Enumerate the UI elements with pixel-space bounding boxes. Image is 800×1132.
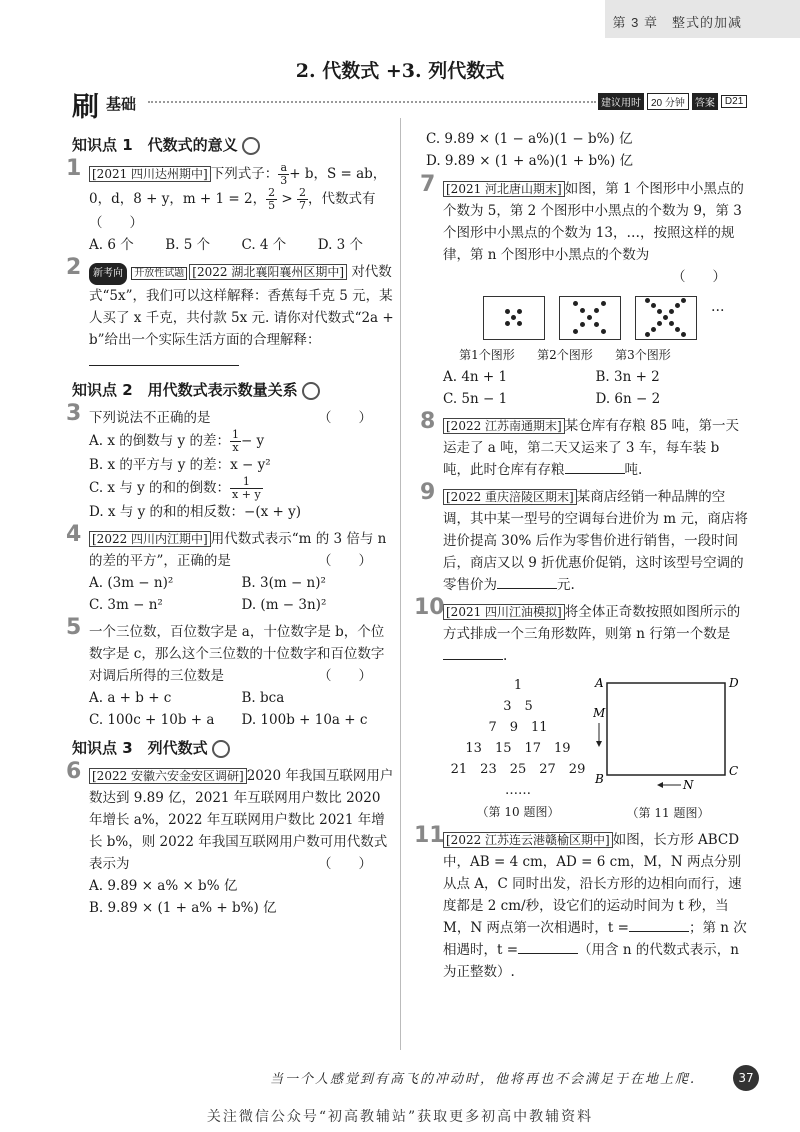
triangle-row: 7 9 11 xyxy=(488,720,548,735)
odd-triangle xyxy=(443,675,593,801)
question-source: [2021 四川达州期中] xyxy=(89,166,211,182)
q3-text: 下列说法不正确的是 xyxy=(89,410,211,426)
dot xyxy=(580,308,585,313)
dot xyxy=(505,321,510,326)
figure-11 xyxy=(593,675,743,824)
options xyxy=(89,234,394,256)
option-text: C. x 与 y 的和的倒数： xyxy=(89,480,231,496)
chapter-header: 第 3 章 整式的加减 xyxy=(612,15,742,30)
fraction xyxy=(266,187,277,212)
question-number: 8 xyxy=(420,409,436,434)
kp3-label: 知识点 3 列代数式 xyxy=(72,739,208,757)
left-column xyxy=(66,128,394,924)
q11-text: 如图，长方形 ABCD 中，AB = 4 cm，AD = 6 cm，M，N 两点分别从点 A，C 同时出发，沿长方形的边相向而行，速度都是 2 cm/秒，设它们的运动时间为 t 秒，当 M，N 两点第一次相遇时，t = xyxy=(443,832,742,936)
dot xyxy=(675,303,680,308)
question-number: 3 xyxy=(66,401,82,426)
option-c[interactable]: C. 5n − 1 xyxy=(443,391,508,407)
dot xyxy=(651,303,656,308)
label-n: N xyxy=(683,778,694,792)
question-number: 6 xyxy=(66,759,82,784)
question-number: 5 xyxy=(66,615,82,640)
kp1-label: 知识点 1 代数式的意义 xyxy=(72,136,238,154)
answer-code: D21 xyxy=(721,95,747,108)
page-number: 37 xyxy=(733,1065,759,1091)
option-a[interactable]: A. (3m − n)² xyxy=(89,575,174,591)
numerator: 2 xyxy=(268,186,276,199)
q5-text: 一个三位数，百位数字是 a，十位数字是 b，个位数字是 c，那么这个三位数的十位数字和百位数字对调后所得的三位数是 xyxy=(89,624,385,684)
figures-10-11 xyxy=(443,675,748,824)
option-b[interactable]: B. 5 个 xyxy=(165,237,211,253)
question-1 xyxy=(66,156,394,256)
triangle-row: …… xyxy=(505,783,531,798)
option-d[interactable]: D. 6n − 2 xyxy=(595,391,661,407)
option-d[interactable]: D. 3 个 xyxy=(317,237,364,253)
answer-blank[interactable] xyxy=(497,574,557,589)
target-icon xyxy=(242,137,260,155)
label-m: M xyxy=(593,706,606,720)
rectangle-abcd xyxy=(607,683,725,775)
answer-paren[interactable]: （ ） xyxy=(318,410,372,426)
question-source: [2022 湖北襄阳襄州区期中] xyxy=(189,264,347,280)
question-3 xyxy=(66,401,394,523)
open-question-badge: 开放性试题 xyxy=(131,267,187,280)
answer-paren[interactable]: （ ） xyxy=(318,856,372,872)
dot xyxy=(511,315,516,320)
dot xyxy=(505,309,510,314)
question-6 xyxy=(66,759,394,919)
question-number: 7 xyxy=(420,172,436,197)
option-c[interactable]: C. 9.89 × (1 − a%)(1 − b%) 亿 xyxy=(426,131,633,147)
fraction xyxy=(230,476,263,501)
triangle-row: 3 5 xyxy=(503,699,533,714)
figure-caption: 第1个图形 xyxy=(459,348,515,362)
q7-text: 如图，第 1 个图形中小黑点的个数为 5，第 2 个图形中小黑点的个数为 9，第 3 个图形中小黑点的个数为 13，…，按照这样的规律，第 n 个图形中小黑点的个数为 xyxy=(443,181,744,263)
numerator: 1 xyxy=(230,476,263,489)
question-5 xyxy=(66,615,394,731)
figure-ellipsis: … xyxy=(711,299,725,315)
numerator: 2 xyxy=(299,186,307,199)
knowledge-point-2 xyxy=(72,379,394,401)
option-b[interactable]: B. 3n + 2 xyxy=(595,369,660,385)
q11-tail: （用含 n 的代数式表示，n 为正整数）. xyxy=(443,942,740,980)
figure-captions xyxy=(451,344,748,366)
figure-11-caption: （第 11 题图） xyxy=(626,806,710,820)
dot xyxy=(573,329,578,334)
column-divider xyxy=(400,118,401,1050)
question-source: [2022 江苏连云港赣榆区期中] xyxy=(443,832,613,848)
question-number: 4 xyxy=(66,522,82,547)
option-text: − y xyxy=(240,433,265,449)
q1-text: + b，S = ab， xyxy=(289,166,387,182)
page-title: 2. 代数式 +3. 列代数式 xyxy=(295,60,505,82)
knowledge-point-3 xyxy=(72,737,394,759)
q2-text: 对代数式“5x”，我们可以这样解释：香蕉每千克 5 元，某人买了 x 千克，共付款 5x 元. 请你对代数式“2a + b”给出一个实际生活方面的合理解释： xyxy=(89,264,394,348)
q9-tail: 元. xyxy=(557,577,575,593)
question-9 xyxy=(420,480,748,596)
label-c: C xyxy=(729,764,739,778)
question-source: [2022 重庆涪陵区期末] xyxy=(443,489,577,505)
q6-text: 2020 年我国互联网用户数达到 9.89 亿，2021 年互联网用户数比 2020 年增长 a%，2022 年互联网用户数比 2021 年增长 b%，则 2022 年我国互联网用户数可用代数式表示为 xyxy=(89,768,394,872)
footer-motto: 当一个人感觉到有高飞的冲动时，他将再也不会满足于在地上爬. xyxy=(270,1072,697,1087)
triangle-row: 21 23 25 27 29 xyxy=(450,762,586,777)
option-d[interactable]: D. (m − 3n)² xyxy=(241,597,327,613)
label-d: D xyxy=(729,676,739,690)
option-b[interactable]: B. 3(m − n)² xyxy=(241,575,326,591)
options xyxy=(89,687,394,731)
answer-blank[interactable] xyxy=(629,917,689,932)
numerator: a xyxy=(278,162,289,175)
rectangle-diagram xyxy=(593,675,743,795)
time-value: 20 分钟 xyxy=(647,93,689,110)
question-11 xyxy=(414,823,748,983)
question-10 xyxy=(414,595,748,824)
question-number: 11 xyxy=(414,823,445,848)
option-b[interactable]: B. x 的平方与 y 的差：x − y² xyxy=(89,457,271,473)
question-2 xyxy=(66,255,394,373)
fraction xyxy=(230,429,241,454)
brand-rule xyxy=(148,101,596,103)
dot xyxy=(517,321,522,326)
options xyxy=(443,366,748,410)
time-tag xyxy=(598,93,747,110)
question-number: 2 xyxy=(66,255,82,280)
new-trend-badge: 新考向 xyxy=(89,263,127,285)
q1-text: 0，d，8 + y，m + 1 = 2， xyxy=(89,191,267,207)
option-a[interactable]: A. a + b + c xyxy=(89,690,172,706)
answer-paren[interactable]: （ ） xyxy=(318,668,372,684)
question-source: [2021 四川江油模拟] xyxy=(443,604,565,620)
q1-text: ，代数式有（ ） xyxy=(89,191,376,231)
dot xyxy=(601,329,606,334)
q8-tail: 吨. xyxy=(624,462,643,478)
dot xyxy=(645,332,650,337)
option-c[interactable]: C. 4 个 xyxy=(241,237,287,253)
figure-2 xyxy=(559,296,621,340)
denominator: 7 xyxy=(299,199,307,212)
option-c[interactable]: C. 100c + 10b + a xyxy=(89,712,215,728)
triangle-row: 13 15 17 19 xyxy=(465,741,571,756)
dot xyxy=(657,309,662,314)
dot xyxy=(669,321,674,326)
target-icon xyxy=(212,740,230,758)
answer-blank[interactable] xyxy=(443,645,503,660)
dot xyxy=(645,298,650,303)
dot xyxy=(587,315,592,320)
q1-symbol: > xyxy=(281,191,293,207)
dot xyxy=(663,315,668,320)
dot xyxy=(594,322,599,327)
option-a[interactable]: A. 4n + 1 xyxy=(443,369,508,385)
question-7 xyxy=(420,172,748,410)
arrowhead-n xyxy=(657,782,663,788)
option-d[interactable]: D. 9.89 × (1 + a%)(1 + b%) 亿 xyxy=(426,153,634,169)
options xyxy=(89,572,394,616)
answer-blank[interactable] xyxy=(518,939,578,954)
dot xyxy=(651,327,656,332)
figure-10-caption: （第 10 题图） xyxy=(476,805,560,819)
figure-caption: 第3个图形 xyxy=(615,348,671,362)
option-c[interactable]: C. 3m − n² xyxy=(89,597,163,613)
question-source: [2022 江苏南通期末] xyxy=(443,418,565,434)
answer-label: 答案 xyxy=(692,93,718,110)
dot xyxy=(594,308,599,313)
option-b[interactable]: B. 9.89 × (1 + a% + b%) 亿 xyxy=(89,900,277,916)
q11-text: ；第 n 次相遇时，t = xyxy=(443,920,747,958)
kp2-label: 知识点 2 用代数式表示数量关系 xyxy=(72,381,298,399)
dot xyxy=(573,301,578,306)
answer-blank[interactable] xyxy=(89,351,239,366)
fraction xyxy=(297,187,308,212)
figure-10 xyxy=(443,675,593,823)
figure-caption: 第2个图形 xyxy=(537,348,593,362)
denominator: 3 xyxy=(280,174,288,187)
question-4 xyxy=(66,522,394,616)
footer-promo: 关注微信公众号“初高教辅站”获取更多初高中教辅资料 xyxy=(206,1109,594,1125)
answer-blank[interactable] xyxy=(565,459,625,474)
denominator: x xyxy=(232,441,239,454)
dot xyxy=(675,327,680,332)
question-source: [2022 安徽六安金安区调研] xyxy=(89,768,247,784)
figure-3 xyxy=(635,296,697,340)
q10-text: 将全体正奇数按照如图所示的方式排成一个三角形数阵，则第 n 行第一个数是 xyxy=(443,604,741,642)
question-8 xyxy=(420,409,748,481)
q8-text: 某仓库有存粮 85 吨，第一天运走了 a 吨，第二天又运来了 3 车，每车装 b 吨，此时仓库有存粮 xyxy=(443,418,739,478)
denominator: x + y xyxy=(232,488,261,501)
label-b: B xyxy=(595,772,604,786)
answer-paren[interactable]: （ ） xyxy=(318,553,372,569)
figure-1 xyxy=(483,296,545,340)
label-a: A xyxy=(595,676,604,690)
dot-pattern-figures xyxy=(483,296,748,340)
arrowhead-m xyxy=(596,741,602,747)
target-icon xyxy=(302,382,320,400)
dot xyxy=(601,301,606,306)
knowledge-point-1 xyxy=(72,134,394,156)
dot xyxy=(681,298,686,303)
question-source: [2021 河北唐山期末] xyxy=(443,181,565,197)
numerator: 1 xyxy=(231,428,239,441)
option-a[interactable]: A. 9.89 × a% × b% 亿 xyxy=(89,878,238,894)
option-a[interactable] xyxy=(89,429,394,454)
right-column xyxy=(414,128,748,988)
triangle-row: 1 xyxy=(513,678,523,693)
dot xyxy=(669,309,674,314)
option-d[interactable]: D. 100b + 10a + c xyxy=(241,712,368,728)
question-number: 1 xyxy=(66,156,82,181)
brand-logo: 刷 xyxy=(72,92,99,123)
option-text: A. x 的倒数与 y 的差： xyxy=(89,433,230,449)
option-c[interactable] xyxy=(89,476,394,501)
answer-paren[interactable]: （ ） xyxy=(672,269,726,285)
question-number: 9 xyxy=(420,480,436,505)
q1-text: 下列式子： xyxy=(210,166,279,182)
question-number: 10 xyxy=(414,595,445,620)
option-b[interactable]: B. bca xyxy=(241,690,285,706)
q10-tail: . xyxy=(503,648,508,664)
q4-text: 用代数式表示“m 的 3 倍与 n 的差的平方”，正确的是 xyxy=(89,531,387,569)
option-a[interactable]: A. 6 个 xyxy=(89,237,134,253)
option-d[interactable]: D. x 与 y 的和的相反数：−(x + y) xyxy=(89,504,302,520)
brand-sub: 基础 xyxy=(106,95,137,113)
dot xyxy=(580,322,585,327)
time-label: 建议用时 xyxy=(598,93,644,110)
dot xyxy=(681,332,686,337)
dot xyxy=(517,309,522,314)
dot xyxy=(657,321,662,326)
question-source: [2022 四川内江期中] xyxy=(89,531,211,547)
fraction xyxy=(278,162,289,187)
denominator: 5 xyxy=(268,199,276,212)
q9-text: 某商店经销一种品牌的空调，其中某一型号的空调每台进价为 m 元，商店将进价提高 30% 后作为零售价进行销售，一段时间后，商店又以 9 折优惠价促销，这时该型号空调的零售价为 xyxy=(443,489,748,593)
